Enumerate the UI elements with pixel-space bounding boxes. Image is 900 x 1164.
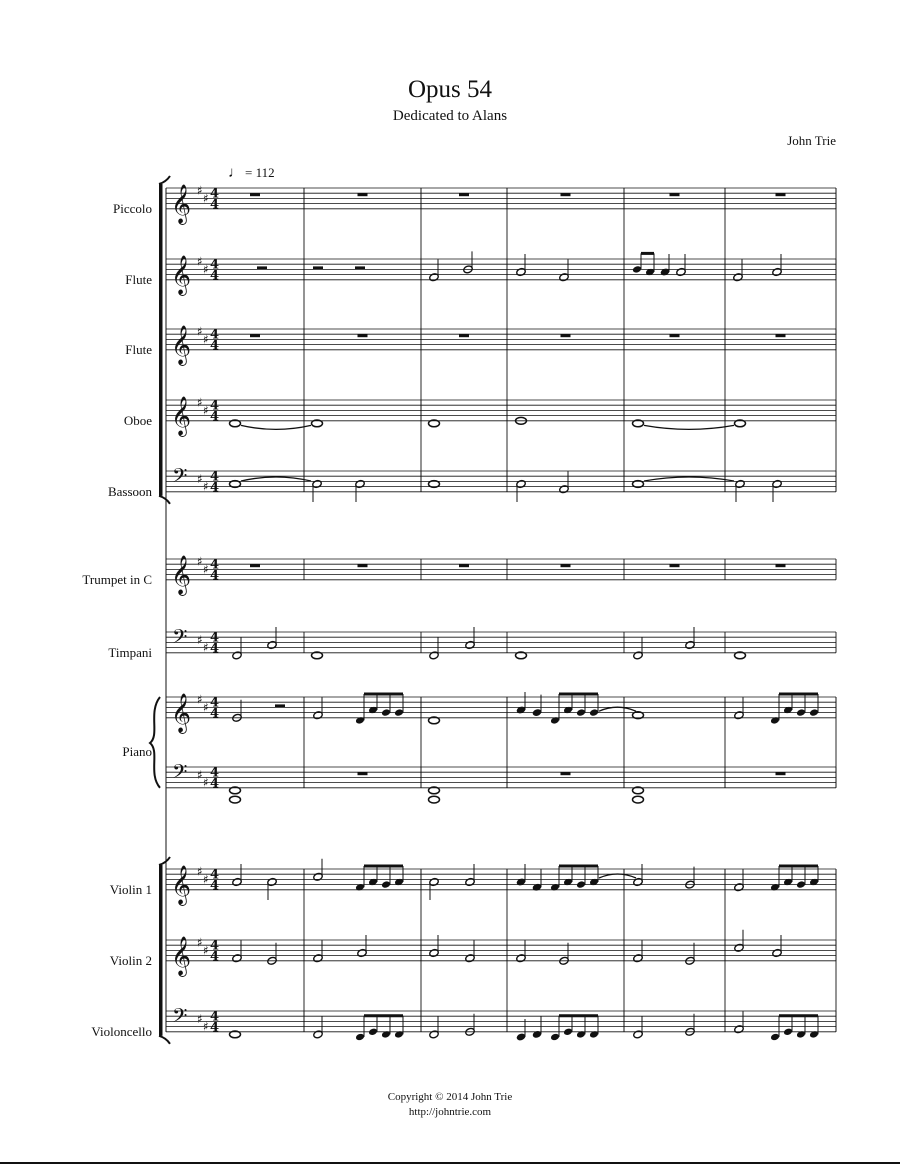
whole-rest [358, 334, 368, 337]
instrument-label-piano: Piano [122, 744, 152, 759]
half-rest [355, 266, 365, 269]
whole-rest [561, 334, 571, 337]
time-signature-bottom: 4 [210, 409, 220, 425]
whole-rest [250, 193, 260, 196]
time-signature-top: 4 [210, 186, 220, 202]
eighth-note [783, 1028, 793, 1037]
time-signature-top: 4 [210, 327, 220, 343]
whole-rest [670, 334, 680, 337]
sharp-icon: ♯ [197, 864, 203, 879]
sharp-icon: ♯ [203, 640, 209, 655]
sharp-icon: ♯ [197, 324, 203, 339]
footer [0, 1090, 900, 1120]
half-rest [257, 266, 267, 269]
sharp-icon: ♯ [197, 632, 203, 647]
eighth-note [563, 1028, 573, 1037]
score-title: Opus 54 [407, 76, 493, 103]
time-signature-bottom: 4 [210, 706, 220, 722]
sharp-icon: ♯ [203, 479, 209, 494]
time-signature-top: 4 [210, 630, 220, 646]
sharp-icon: ♯ [197, 183, 203, 198]
whole-rest [561, 564, 571, 567]
tempo-value: = 112 [245, 165, 275, 180]
bass-clef-icon: 𝄢 [172, 1004, 188, 1032]
sharp-icon: ♯ [203, 872, 209, 887]
piano-brace [150, 697, 160, 788]
footer-url: http://johntrie.com [408, 1106, 492, 1118]
bass-clef-icon: 𝄢 [172, 464, 188, 492]
eighth-note [589, 708, 599, 717]
treble-clef-icon: 𝄞 [171, 554, 192, 595]
whole-rest [776, 334, 786, 337]
sharp-icon: ♯ [197, 395, 203, 410]
whole-rest [250, 334, 260, 337]
sharp-icon: ♯ [197, 692, 203, 707]
sharp-icon: ♯ [197, 471, 203, 486]
composer-name: John Trie [787, 133, 836, 148]
sharp-icon: ♯ [203, 1019, 209, 1034]
eighth-note [796, 880, 806, 889]
instrument-label-trumpet: Trumpet in C [82, 572, 152, 587]
sharp-icon: ♯ [203, 191, 209, 206]
staves [150, 176, 836, 1044]
whole-rest [250, 564, 260, 567]
time-signature-top: 4 [210, 398, 220, 414]
sharp-icon: ♯ [203, 775, 209, 790]
sharp-icon: ♯ [197, 767, 203, 782]
eighth-note [632, 265, 642, 274]
copyright-text: Copyright © 2014 John Trie [387, 1091, 513, 1103]
time-signature-bottom: 4 [210, 641, 220, 657]
instrument-label-violoncello: Violoncello [91, 1024, 152, 1039]
time-signature-top: 4 [210, 938, 220, 954]
treble-clef-icon: 𝄞 [171, 864, 192, 905]
instrument-label-piccolo: Piccolo [113, 201, 152, 216]
time-signature-bottom: 4 [210, 197, 220, 213]
whole-rest [358, 564, 368, 567]
treble-clef-icon: 𝄞 [171, 935, 192, 976]
eighth-note [381, 708, 391, 717]
treble-clef-icon: 𝄞 [171, 254, 192, 295]
whole-rest [670, 193, 680, 196]
time-signature-bottom: 4 [210, 568, 220, 584]
sharp-icon: ♯ [197, 554, 203, 569]
sharp-icon: ♯ [197, 1011, 203, 1026]
bracket-hook [159, 857, 170, 865]
whole-rest [561, 772, 571, 775]
whole-rest [776, 193, 786, 196]
sharp-icon: ♯ [197, 254, 203, 269]
bracket [159, 184, 163, 496]
bracket-hook [159, 496, 170, 504]
time-signature-top: 4 [210, 867, 220, 883]
whole-note [429, 796, 440, 803]
instrument-label-flute-2: Flute [125, 342, 152, 357]
whole-rest [459, 564, 469, 567]
bracket-hook [159, 176, 170, 184]
instrument-label-oboe: Oboe [123, 413, 152, 428]
time-signature-bottom: 4 [210, 878, 220, 894]
time-signature-bottom: 4 [210, 338, 220, 354]
notes [230, 193, 819, 1041]
eighth-note [770, 1033, 780, 1042]
quarter-note-icon: ♩ [228, 165, 243, 181]
time-signature-top: 4 [210, 1009, 220, 1025]
time-signature-top: 4 [210, 469, 220, 485]
sharp-icon: ♯ [197, 935, 203, 950]
eighth-note [809, 708, 819, 717]
whole-rest [776, 772, 786, 775]
whole-rest [561, 193, 571, 196]
whole-note [230, 796, 241, 803]
time-signature-top: 4 [210, 557, 220, 573]
whole-rest [776, 564, 786, 567]
eighth-note [550, 1033, 560, 1042]
half-rest [275, 704, 285, 707]
time-signature-top: 4 [210, 695, 220, 711]
whole-rest [358, 772, 368, 775]
bracket [159, 865, 163, 1036]
whole-rest [670, 564, 680, 567]
bass-clef-icon: 𝄢 [172, 625, 188, 653]
whole-rest [459, 193, 469, 196]
sharp-icon: ♯ [203, 332, 209, 347]
treble-clef-icon: 𝄞 [171, 324, 192, 365]
eighth-note [355, 1033, 365, 1042]
score-subtitle: Dedicated to Alans [392, 108, 508, 124]
tie [644, 477, 734, 481]
eighth-note [381, 880, 391, 889]
time-signature-top: 4 [210, 765, 220, 781]
bracket-hook [159, 1036, 170, 1044]
eighth-note [796, 708, 806, 717]
time-signature-bottom: 4 [210, 268, 220, 284]
eighth-note [576, 708, 586, 717]
time-signature-bottom: 4 [210, 949, 220, 965]
tie [241, 477, 311, 481]
sharp-icon: ♯ [203, 562, 209, 577]
instrument-label-violin-1: Violin 1 [109, 882, 152, 897]
time-signature-bottom: 4 [210, 776, 220, 792]
sharp-icon: ♯ [203, 943, 209, 958]
sharp-icon: ♯ [203, 700, 209, 715]
treble-clef-icon: 𝄞 [171, 692, 192, 733]
sharp-icon: ♯ [203, 262, 209, 277]
treble-clef-icon: 𝄞 [171, 183, 192, 224]
whole-rest [459, 334, 469, 337]
whole-note [633, 796, 644, 803]
tie [241, 425, 311, 429]
instrument-label-flute-1: Flute [125, 272, 152, 287]
instrument-label-timpani: Timpani [108, 645, 152, 660]
half-rest [313, 266, 323, 269]
time-signature-bottom: 4 [210, 1020, 220, 1036]
time-signature-top: 4 [210, 257, 220, 273]
treble-clef-icon: 𝄞 [171, 395, 192, 436]
whole-rest [358, 193, 368, 196]
bass-clef-icon: 𝄢 [172, 760, 188, 788]
time-signature-bottom: 4 [210, 480, 220, 496]
instrument-label-violin-2: Violin 2 [109, 953, 152, 968]
instrument-label-bassoon: Bassoon [107, 484, 152, 499]
eighth-note [394, 708, 404, 717]
eighth-note [368, 1028, 378, 1037]
sharp-icon: ♯ [203, 403, 209, 418]
tie [644, 425, 734, 429]
eighth-note [576, 880, 586, 889]
